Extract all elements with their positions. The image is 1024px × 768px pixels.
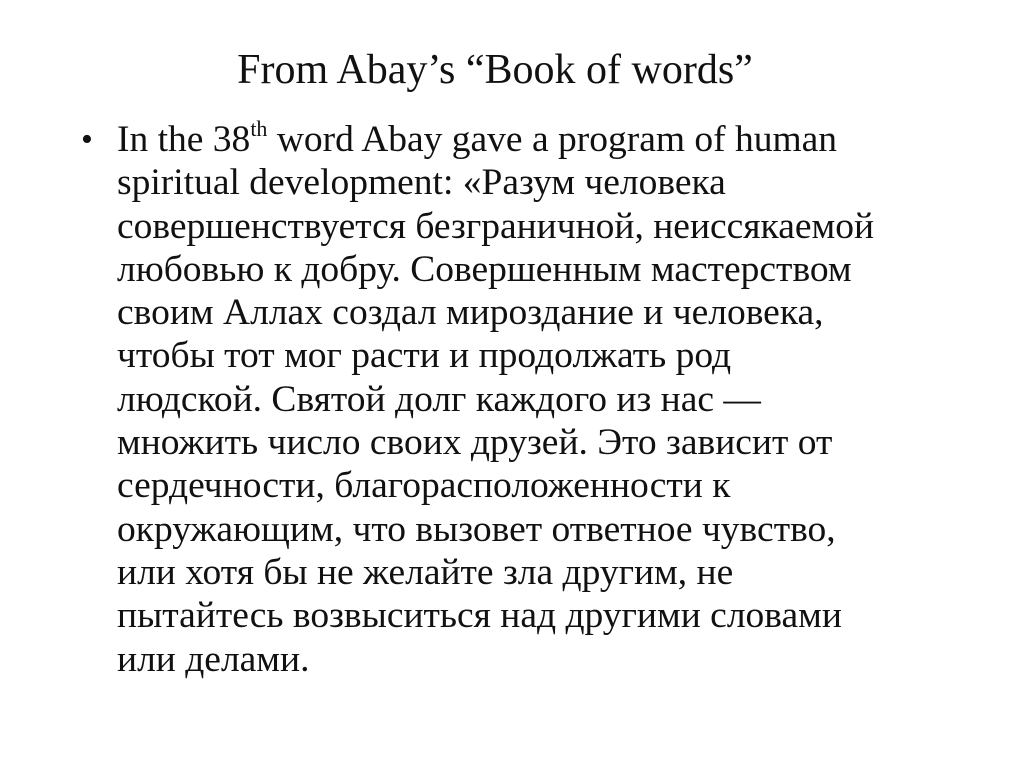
bullet-line-4: любовью к добру. Совершенным мастерством — [117, 248, 852, 290]
bullet-marker: • — [81, 121, 93, 158]
slide-title: From Abay’s “Book of words” — [237, 47, 753, 93]
bullet-intro-prefix: In the 38 — [117, 119, 251, 160]
bullet-line-13: или делами. — [117, 638, 310, 680]
bullet-line-10: окружающим, что вызовет ответное чувство, — [117, 508, 836, 550]
bullet-line-11: или хотя бы не желайте зла другим, не — [117, 551, 734, 593]
bullet-line-3: совершенствуется безграничной, неиссякаемой — [117, 205, 875, 247]
bullet-list — [75, 118, 955, 681]
bullet-line-12: пытайтесь возвыситься над другими словами — [117, 595, 842, 637]
bullet-line-7: людской. Святой долг каждого из нас — — [117, 378, 761, 420]
bullet-line-9: сердечности, благорасположенности к — [117, 465, 731, 507]
bullet-intro-suffix: word Abay gave a program of human — [267, 119, 838, 160]
ordinal-superscript: th — [250, 116, 268, 141]
bullet-line-8: множить число своих друзей. Это зависит от — [117, 422, 833, 464]
bullet-line-2: spiritual development: «Разум человека — [117, 162, 726, 204]
bullet-line-6: чтобы тот мог расти и продолжать род — [117, 335, 732, 377]
bullet-line-1 — [117, 118, 955, 161]
bullet-item — [75, 118, 955, 681]
bullet-line-5: своим Аллах создал мироздание и человека, — [117, 292, 824, 334]
